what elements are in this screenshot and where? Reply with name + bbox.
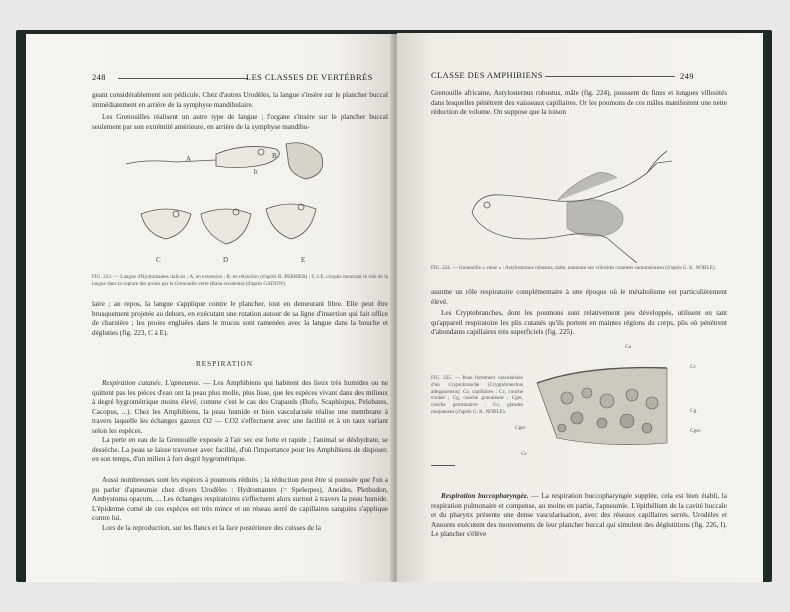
figure-224-caption: FIG. 224. — Grenouille « velue » : Astylosternus robustus, mâle, montrant ses villosités cutanées surnuméraires (d'après G. K. NOBLE). <box>431 265 716 271</box>
fig225-label-ca: Ca <box>625 344 632 350</box>
page-number-right: 249 <box>680 71 694 81</box>
caption-rule <box>431 465 455 466</box>
fig225-label-gc: Gc <box>521 451 528 457</box>
header-rule-left <box>118 78 248 79</box>
right-page <box>397 33 763 582</box>
right-paragraph-4 <box>431 492 727 540</box>
section-heading-respiration: RESPIRATION <box>196 360 253 368</box>
figure-label-b-small: b <box>254 168 258 176</box>
running-head-right: CLASSE DES AMPHIBIENS <box>431 70 543 80</box>
fig225-label-cg: Cg <box>690 408 697 414</box>
left-page <box>26 34 392 582</box>
frog-tongue-figure <box>116 134 366 274</box>
skin-section-figure <box>527 343 687 453</box>
right-paragraph-1: Grenouille africaine, Astylosternus robustus, mâle (fig. 224), poussent de fines et longues villosités dans lesquelles pénètrent des vaisseaux capillaires. Or les poumons de ces mâles manifestent une nette réduction de volume. On suppose que la toison <box>431 89 727 117</box>
subheading-respiration-buccopharyngee: Respiration buccopharyngée. <box>441 492 529 500</box>
left-paragraph-4 <box>92 379 388 437</box>
left-paragraph-6: Aussi nombreuses sont les espèces à poumons réduits ; la réduction peut être si poussée que l'on a pu parler d'apneumie chez divers Urodèles : Hydromantes (= Spelerpes), Aneides, Plethodon, Ambystoma opacum, ... Les échanges respiratoires s'effectuent alors surtout à travers la peau humide. L'épiderme corné de ces espèces est très mince et un réseau serré de capillaires sanguins s'applique contre lui. <box>92 476 388 523</box>
fig225-label-cc: Cc <box>690 364 697 370</box>
right-paragraph-4-text: — La respiration buccopharyngée supplée, cela est bien établi, la respiration pulmonaire et compense, au moins en partie, l'apneumie. L'épithélium de la cavité buccale et du pharynx présente une dense vascularisation, avec des réseaux capillaires serrés. Urodèles et Anoures exécutent des mouvements de leur plancher buccal qui simulent des déglutitions (fig. 226, I). Le plancher s'élève <box>431 492 727 539</box>
left-paragraph-1: geant considérablement son pédicule. Chez d'autres Urodèles, la langue s'insère sur le plancher buccal immédiatement en arrière de la symphyse mandibulaire. <box>92 91 388 109</box>
figure-label-e: E <box>301 256 306 264</box>
subheading-respiration-cutanee: Respiration cutanée. L'apneumie. <box>102 379 201 387</box>
running-head-left: LES CLASSES DE VERTÉBRÉS <box>246 72 373 82</box>
figure-223-caption: FIG. 223. — Langue d'Hydromantes italicus ; A, en extension ; B, en rétraction (d'après R. PERRIER) ; C à E, croquis montrant le rôle de la langue dans la capture des proies par la Grenouille verte (Rana esculenta) (d'après GADOW). <box>92 274 388 287</box>
header-rule-right <box>545 76 675 77</box>
figure-label-c: C <box>156 256 161 264</box>
figure-label-b: B <box>272 152 277 160</box>
fig225-label-cger-left: Cger <box>515 425 526 431</box>
fig225-label-cger-right: Cger <box>690 428 701 434</box>
left-paragraph-2: Les Grenouilles réalisent un autre type de langue ; l'organe s'insère sur le plancher buccal seulement par son extrémité antérieure, en arrière de la symphyse mandibu- <box>92 113 388 131</box>
left-paragraph-7: Lors de la reproduction, sur les flancs et la face postérieure des cuisses de la <box>102 524 321 532</box>
left-paragraph-4-text: — Les Amphibiens qui habitent des lieux très humides ou ne quittent pas les pièces d'eau ont la peau plus molle, plus lisse, que les espèces vivant dans des milieux à degré hygrométrique moins élevé, comme c'est le cas des Crapauds (Bufo, Scaphiopus, Pelobates, Cacopus, ...). Chez les Amphibiens, la peau humide et bien vascularisée réalise une membrane à travers laquelle les échanges gazeux O2 — CO2 s'effectuent avec une facilité et à un taux variant selon les espèces. <box>92 379 388 435</box>
right-paragraph-2: assume un rôle respiratoire complémentaire à une époque où le métabolisme est particulièrement élevé. <box>431 288 727 306</box>
figure-225-caption: FIG. 225. — Peau fortement vascularisée d'un Cryptobranche (Cryptobranchus alleganiensis). Ca, capillaires ; Cc, couche cornée ; Cg, couche granuleuse ; Cger, couche germinative ; Gc, glandes muqueuses (d'après G. K. NOBLE). <box>431 375 523 415</box>
hairy-frog-figure <box>457 143 697 273</box>
page-number-left: 248 <box>92 72 106 82</box>
right-paragraph-3: Les Cryptobranches, dont les poumons sont relativement peu développés, utilisent en tant qu'appareil respiratoire les plis cutanés qu'ils portent en maintes régions du corps, plis où pénètrent d'abondants capillaires très superficiels (fig. 225). <box>431 309 727 337</box>
left-paragraph-3: laire ; au repos, la langue s'applique contre le plancher, tout en demeurant libre. Elle peut être brusquement projetée au dehors, en exécutant une rotation autour de sa ligne d'insertion qui fait office de charnière ; les proies engluées dans le mucus sont ramenées avec la langue dans la bouche et dégluties (fig. 223, C à E). <box>92 300 388 337</box>
left-paragraph-5: La perte en eau de la Grenouille exposée à l'air sec est forte et rapide ; l'animal se déshydrate, se dessèche. La peau se laisse traverser avec facilité, d'où l'importance pour les Amphibiens de disposer, en son temps, d'un milieu à fort degré hygrométrique. <box>92 436 388 464</box>
figure-label-a: A <box>186 155 192 163</box>
figure-label-d: D <box>223 256 229 264</box>
